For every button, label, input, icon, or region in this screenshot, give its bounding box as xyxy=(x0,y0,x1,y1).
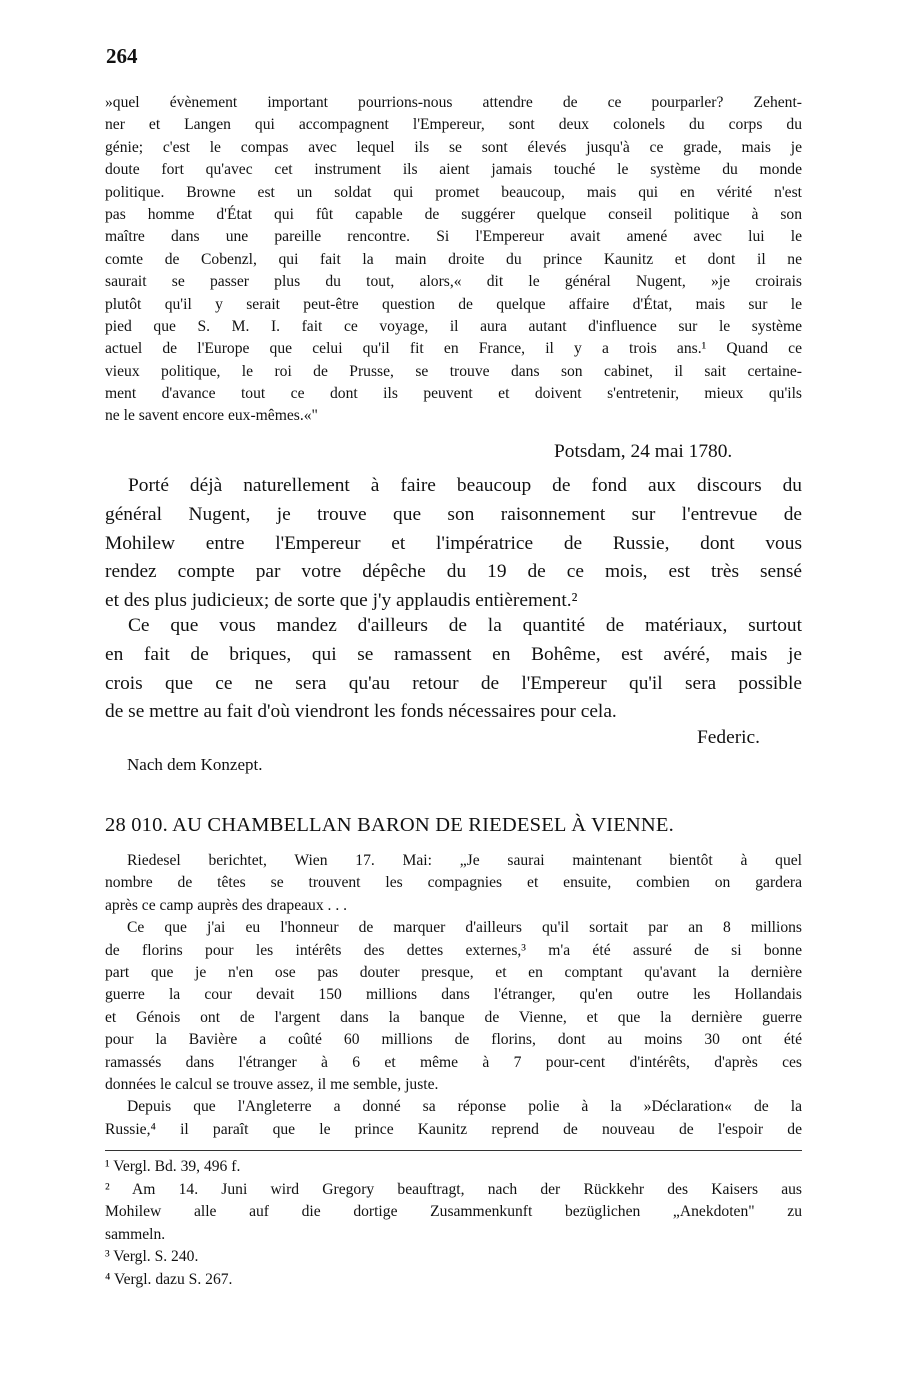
text-line: de florins pour les intérêts des dettes externes,³ m'a été assuré de si bonne xyxy=(105,941,802,959)
text-line: général Nugent, je trouve que son raisonnement sur l'entrevue de xyxy=(105,503,802,525)
text-line: Riedesel berichtet, Wien 17. Mai: „Je saurai maintenant bientôt à quel xyxy=(127,852,802,869)
text-line: Russie,⁴ il paraît que le prince Kaunitz reprend de nouveau de l'espoir de xyxy=(105,1120,802,1138)
text-line: ne le savent encore eux-mêmes.«" xyxy=(105,407,318,425)
text-line: nombre de têtes se trouvent les compagnies et ensuite, combien on gardera xyxy=(105,874,802,892)
text-line: crois que ce ne sera qu'au retour de l'Empereur qu'il sera possible xyxy=(105,672,802,694)
text-line: ner et Langen qui accompagnent l'Empereur, sont deux colonels du corps du xyxy=(105,116,802,134)
footnotes xyxy=(105,1156,802,1292)
text-line: »quel évènement important pourrions-nous attendre de ce pourparler? Zehent- xyxy=(105,94,802,111)
footnote: ³ Vergl. S. 240. xyxy=(105,1248,199,1266)
footnote: sammeln. xyxy=(105,1225,166,1243)
letter-paragraph-1 xyxy=(105,472,802,616)
text-line: de se mettre au fait d'où viendront les fonds nécessaires pour cela. xyxy=(105,701,617,723)
text-line: doute fort qu'avec cet instrument ils aient jamais touché le système du monde xyxy=(105,161,802,179)
text-line: comte de Cobenzl, qui fait la main droite du prince Kaunitz et dont il ne xyxy=(105,250,802,268)
quoted-report xyxy=(105,92,802,428)
signature: Federic. xyxy=(697,727,760,748)
text-line: pied que S. M. I. fait ce voyage, il aura autant d'influence sur le système xyxy=(105,317,802,335)
footnote: ² Am 14. Juni wird Gregory beauftragt, nach der Rückkehr des Kaisers aus xyxy=(105,1180,802,1198)
text-line: part que je n'en ose pas douter presque, et en comptant qu'avant la dernière xyxy=(105,963,802,981)
text-line: actuel de l'Europe que celui qu'il fit en France, il y a trois ans.¹ Quand ce xyxy=(105,340,802,358)
footnote: ⁴ Vergl. dazu S. 267. xyxy=(105,1270,233,1288)
footnote: Mohilew alle auf die dortige Zusammenkunft bezüglichen „Anekdoten" zu xyxy=(105,1203,802,1221)
page-number: 264 xyxy=(106,44,138,68)
letter-paragraph-2 xyxy=(105,612,802,727)
text-line: données le calcul se trouve assez, il me semble, juste. xyxy=(105,1075,439,1093)
footnote-divider xyxy=(105,1150,802,1151)
letter-body-2 xyxy=(105,850,802,1141)
text-line: Depuis que l'Angleterre a donné sa réponse polie à la »Déclaration« de la xyxy=(127,1098,802,1116)
letter-heading: 28 010. AU CHAMBELLAN BARON DE RIEDESEL À VIENNE. xyxy=(105,814,674,836)
text-line: Ce que vous mandez d'ailleurs de la quantité de matériaux, surtout xyxy=(128,615,802,636)
text-line: ramassés dans l'étranger à 6 et même à 7 pour-cent d'intérêts, d'après ces xyxy=(105,1053,802,1071)
text-line: plutôt qu'il y serait peut-être question de quelque affaire d'État, mais sur le xyxy=(105,295,802,313)
source-note: Nach dem Konzept. xyxy=(127,755,263,774)
text-line: politique. Browne est un soldat qui promet beaucoup, mais qui en vérité n'est xyxy=(105,183,802,201)
text-line: Ce que j'ai eu l'honneur de marquer d'ailleurs qu'il sortait par an 8 millions xyxy=(127,919,802,937)
footnote: ¹ Vergl. Bd. 39, 496 f. xyxy=(105,1158,241,1175)
text-line: en fait de briques, qui se ramassent en Bohême, est avéré, mais je xyxy=(105,643,802,665)
text-line: Mohilew entre l'Empereur et l'impératrice de Russie, dont vous xyxy=(105,532,802,554)
text-line: maître dans une pareille rencontre. Si l'Empereur avait amené avec lui le xyxy=(105,228,802,246)
text-line: saurait se passer plus du tout, alors,« dit le général Nugent, »je croirais xyxy=(105,273,802,291)
text-line: pour la Bavière a coûté 60 millions de florins, dont au moins 30 ont été xyxy=(105,1031,802,1049)
text-line: après ce camp auprès des drapeaux . . . xyxy=(105,896,348,914)
text-line: génie; c'est le compas avec lequel ils se sont élevés jusqu'à ce grade, mais je xyxy=(105,138,802,156)
text-line: Porté déjà naturellement à faire beaucoup de fond aux discours du xyxy=(128,475,802,496)
text-line: pas homme d'État qui fût capable de suggérer quelque conseil politique à son xyxy=(105,205,802,223)
text-line: et des plus judicieux; de sorte que j'y applaudis entièrement.² xyxy=(105,590,578,612)
text-line: et Génois ont de l'argent dans la banque de Vienne, et que la dernière guerre xyxy=(105,1008,802,1026)
text-line: guerre la cour devait 150 millions dans l'étranger, qu'en outre les Hollandais xyxy=(105,986,802,1004)
dateline: Potsdam, 24 mai 1780. xyxy=(554,441,733,462)
text-line: rendez compte par votre dépêche du 19 de ce mois, est très sensé xyxy=(105,561,802,583)
text-line: vieux politique, le roi de Prusse, se trouve dans son cabinet, il sait certaine- xyxy=(105,362,802,380)
text-line: ment d'avance tout ce dont ils peuvent et doivent s'entretenir, mieux qu'ils xyxy=(105,385,802,403)
